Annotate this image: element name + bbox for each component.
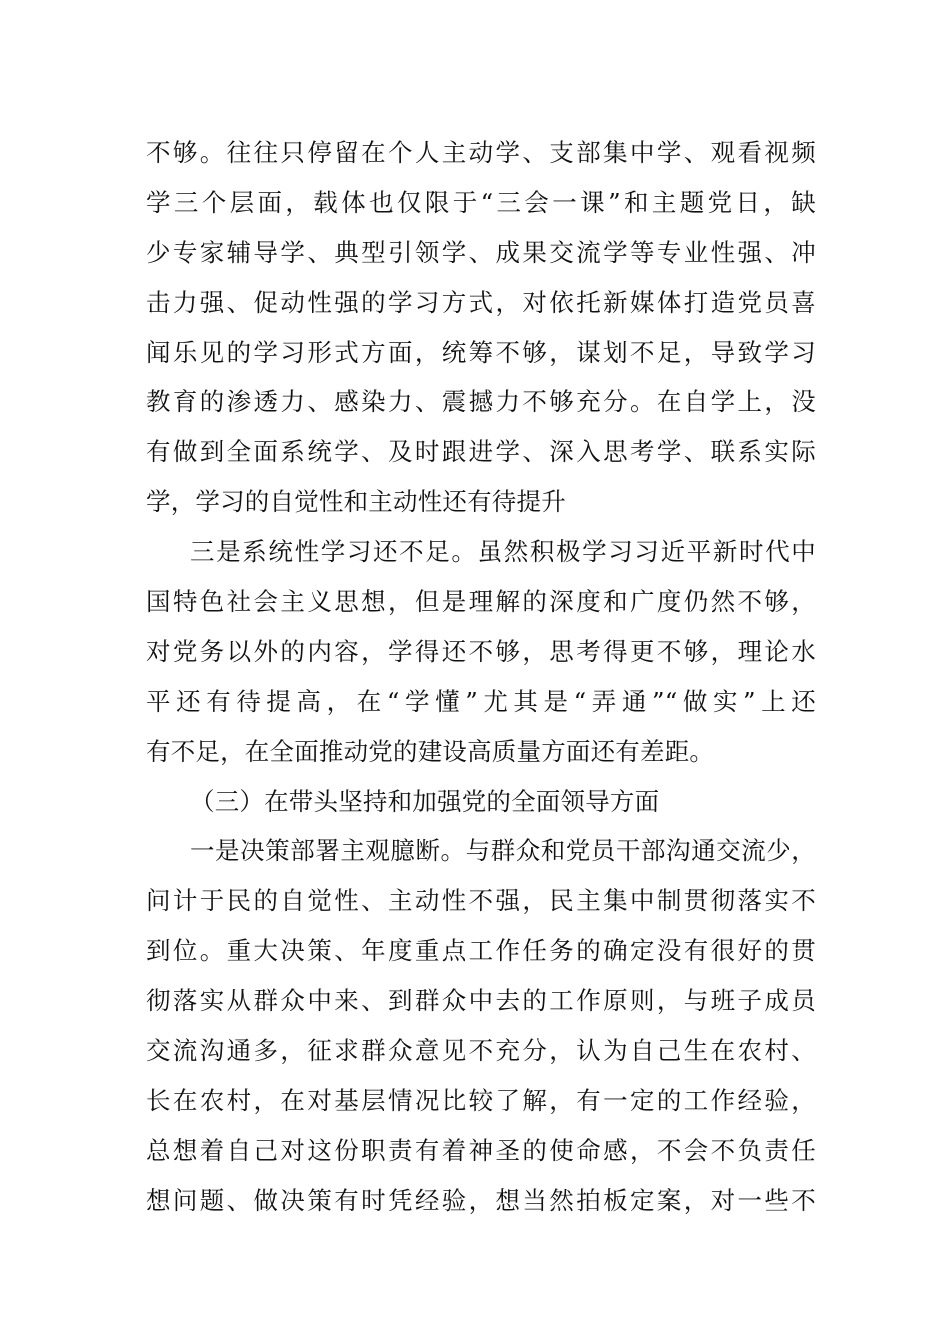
paragraph-line: 闻乐见的学习形式方面，统筹不够，谋划不足，导致学习 <box>146 337 816 367</box>
document-body <box>146 128 816 1226</box>
paragraph-line: 平还有待提高，在“学懂”尤其是“弄通”“做实”上还 <box>146 686 816 716</box>
paragraph-line: 三是系统性学习还不足。虽然积极学习习近平新时代中 <box>190 537 816 567</box>
paragraph-line: 学，学习的自觉性和主动性还有待提升 <box>146 487 566 517</box>
paragraph-line: 学三个层面，载体也仅限于“三会一课”和主题党日，缺 <box>146 187 816 217</box>
paragraph-line: 彻落实从群众中来、到群众中去的工作原则，与班子成员 <box>146 986 816 1016</box>
paragraph-line: 有不足，在全面推动党的建设高质量方面还有差距。 <box>146 736 715 766</box>
paragraph-line: 交流沟通多，征求群众意见不充分，认为自己生在农村、 <box>146 1036 816 1066</box>
paragraph-line: 对党务以外的内容，学得还不够，思考得更不够，理论水 <box>146 636 816 666</box>
paragraph-line: 到位。重大决策、年度重点工作任务的确定没有很好的贯 <box>146 936 816 966</box>
paragraph-line: 想问题、做决策有时凭经验，想当然拍板定案，对一些不 <box>146 1185 816 1215</box>
paragraph-line: 少专家辅导学、典型引领学、成果交流学等专业性强、冲 <box>146 237 816 267</box>
paragraph-line: 长在农村，在对基层情况比较了解，有一定的工作经验， <box>146 1085 816 1115</box>
section-heading: （三）在带头坚持和加强党的全面领导方面 <box>190 786 660 816</box>
paragraph-line: 击力强、促动性强的学习方式，对依托新媒体打造党员喜 <box>146 287 816 317</box>
paragraph-line: 国特色社会主义思想，但是理解的深度和广度仍然不够， <box>146 587 816 617</box>
paragraph-line: 问计于民的自觉性、主动性不强，民主集中制贯彻落实不 <box>146 886 816 916</box>
paragraph-line: 不够。往往只停留在个人主动学、支部集中学、观看视频 <box>146 138 816 167</box>
paragraph-line: 总想着自己对这份职责有着神圣的使命感，不会不负责任 <box>146 1135 816 1165</box>
paragraph-line: 教育的渗透力、感染力、震撼力不够充分。在自学上，没 <box>146 387 816 417</box>
paragraph-line: 一是决策部署主观臆断。与群众和党员干部沟通交流少， <box>190 836 816 866</box>
paragraph-line: 有做到全面系统学、及时跟进学、深入思考学、联系实际 <box>146 437 816 467</box>
